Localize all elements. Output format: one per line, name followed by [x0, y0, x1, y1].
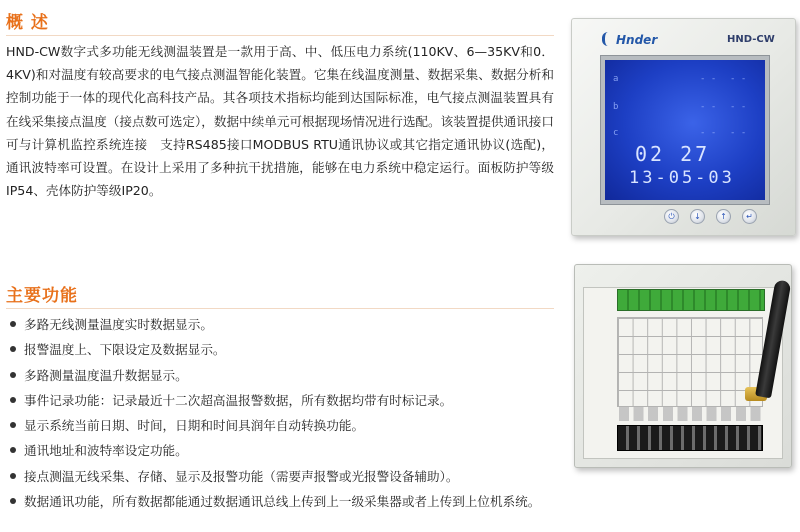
feature-item: 多路测量温度温升数据显示。 [8, 363, 668, 388]
lcd-segment-icon: - - [700, 74, 717, 84]
black-terminal-block [617, 425, 763, 451]
overview-title: 概 述 [6, 13, 49, 33]
feature-item: 显示系统当前日期、时间，日期和时间具润年自动转换功能。 [8, 413, 668, 438]
device-power-icon: ⏻ [664, 209, 679, 224]
device-back-image [574, 264, 792, 468]
lcd-readout-time: 02 27 [635, 142, 711, 166]
lcd-segment-icon: c [613, 128, 619, 138]
device-enter-icon: ↵ [742, 209, 757, 224]
lcd-segment-icon: - - [700, 102, 717, 112]
feature-item: 接点测温无线采集、存储、显示及报警功能（需要声报警或光报警设备辅助）。 [8, 464, 668, 489]
feature-item: 数据通讯功能，所有数据都能通过数据通讯总线上传到上一级采集器或者上传到上位机系统。 [8, 489, 668, 514]
green-terminal-block [617, 289, 765, 311]
feature-item: 多路无线测量温度实时数据显示。 [8, 312, 668, 337]
lcd-segment-icon: - - [700, 128, 717, 138]
terminal-symbol-row [617, 407, 763, 421]
brand-logo-icon [602, 32, 614, 46]
lcd-segment-icon: b [613, 102, 619, 112]
lcd-frame [600, 55, 770, 205]
lcd-segment-icon: - - [730, 102, 747, 112]
feature-item: 通讯地址和波特率设定功能。 [8, 438, 668, 463]
lcd-readout-date: 13-05-03 [629, 168, 735, 188]
device-model-label: HND-CW [727, 34, 775, 45]
feature-item: 事件记录功能：记录最近十二次超高温报警数据，所有数据均带有时标记录。 [8, 388, 668, 413]
wiring-label-grid [617, 317, 763, 407]
lcd-screen [605, 60, 765, 200]
device-front-image [571, 18, 796, 236]
device-up-icon: ↑ [716, 209, 731, 224]
overview-paragraph: HND-CW数字式多功能无线测温装置是一款用于高、中、低压电力系统(110KV、6—35KV和0．4KV)和对温度有较高要求的电气接点测温智能化装置。它集在线温度测量、数据采集、数据分析和控制功能于一体的现代化高科技产品。其各项技术指标均能到达国际标准，电气接点测温装置具有在线采集接点温度（接点数可选定），数据中续单元可根据现场情况进行选配。该装置提供通讯接口可与计算机监控系统连接 支持RS485接口MODBUS RTU通讯协议或其它指定通讯协议(选配)，通讯波特率可设置。在设计上采用了多种抗干扰措施，能够在电力系统中稳定运行。面板防护等级IP54、壳体防护等级IP20。 [6, 44, 554, 199]
device-button-row [664, 209, 774, 227]
features-title: 主要功能 [6, 286, 78, 306]
brand-logo-text: Hnder [616, 33, 658, 47]
features-divider [6, 308, 554, 309]
device-down-icon: ↓ [690, 209, 705, 224]
lcd-segment-icon: a [613, 74, 619, 84]
feature-list [8, 312, 668, 514]
lcd-segment-icon: - - [730, 74, 747, 84]
lcd-segment-icon: - - [730, 128, 747, 138]
overview-divider [6, 35, 554, 36]
feature-item: 报警温度上、下限设定及数据显示。 [8, 337, 668, 362]
